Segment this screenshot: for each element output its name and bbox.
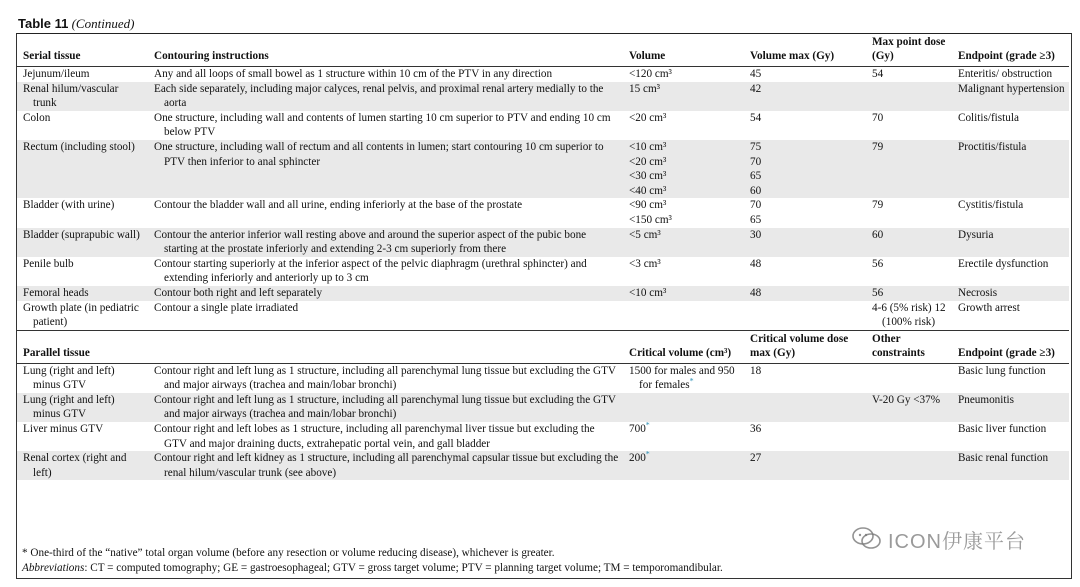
table-row bbox=[17, 67, 1069, 82]
instruction-cell bbox=[148, 140, 623, 198]
serial-header-row bbox=[17, 34, 1069, 67]
tissue-text: Bladder (suprapubic wall) bbox=[23, 228, 140, 241]
tissue-text: Rectum (including stool) bbox=[23, 140, 135, 153]
table-row bbox=[17, 286, 1069, 301]
tissue-text: Penile bulb bbox=[23, 257, 74, 270]
endpoint-cell bbox=[952, 228, 1069, 257]
max-point-dose-cell bbox=[866, 301, 952, 331]
table-row bbox=[17, 140, 1069, 198]
col-header: Max point dose (Gy) bbox=[866, 34, 952, 67]
col-header: Critical volume dose max (Gy) bbox=[744, 330, 866, 363]
critical-volume-text: 700* bbox=[629, 420, 650, 436]
critical-dose-cell bbox=[744, 363, 866, 393]
other-constraints-cell bbox=[866, 451, 952, 480]
instruction-text: One structure, including wall of rectum and all contents in lumen; start contouring 10 cm superior to PTV then inferior to anal sphincter bbox=[154, 140, 604, 168]
tissue-cell bbox=[17, 82, 148, 111]
instruction-text: Contour right and left lung as 1 structure, including all parenchymal lung tissue but excluding the GTV and major airways (trachea and main/lobar bronchi) bbox=[154, 393, 616, 421]
endpoint-cell bbox=[952, 198, 1069, 227]
volume-max-cell bbox=[744, 198, 866, 227]
other-constraints-cell bbox=[866, 363, 952, 393]
max-point-dose-cell bbox=[866, 257, 952, 286]
tissue-text: Femoral heads bbox=[23, 286, 89, 299]
endpoint-text: Colitis/fistula bbox=[958, 111, 1019, 124]
table-row bbox=[17, 198, 1069, 227]
table-row bbox=[17, 451, 1069, 480]
volume-max-value: 48 bbox=[750, 257, 762, 270]
volume-cell bbox=[623, 67, 744, 82]
instruction-text: One structure, including wall and contents of lumen starting 10 cm superior to PTV and ending 10 cm below PTV bbox=[154, 111, 611, 139]
col-header: Parallel tissue bbox=[17, 330, 148, 363]
instruction-text: Contour starting superiorly at the inferior aspect of the pelvic diaphragm (urethral sphincter) and extending inferiorly and anteriorly up to 3 cm bbox=[154, 257, 587, 285]
volume-value: <3 cm³ bbox=[629, 257, 661, 270]
table-row bbox=[17, 82, 1069, 111]
critical-dose-cell bbox=[744, 451, 866, 480]
endpoint-cell bbox=[952, 111, 1069, 140]
col-header: Other constraints bbox=[866, 330, 952, 363]
volume-value: <150 cm³ bbox=[629, 213, 672, 226]
table-number: Table 11 bbox=[18, 16, 69, 31]
tissue-cell bbox=[17, 422, 148, 451]
other-constraints-cell bbox=[866, 393, 952, 422]
other-constraints-cell bbox=[866, 422, 952, 451]
col-header: Critical volume (cm³) bbox=[623, 330, 744, 363]
table-row bbox=[17, 301, 1069, 331]
instruction-cell bbox=[148, 393, 623, 422]
table-continued: (Continued) bbox=[71, 16, 135, 31]
endpoint-text: Basic liver function bbox=[958, 423, 1047, 436]
tissue-text: Jejunum/ileum bbox=[23, 68, 90, 80]
col-header: Volume max (Gy) bbox=[744, 34, 866, 67]
volume-max-cell bbox=[744, 82, 866, 111]
volume-value: 15 cm³ bbox=[629, 82, 661, 95]
tissue-text: Renal hilum/vascular trunk bbox=[23, 82, 119, 110]
endpoint-cell bbox=[952, 301, 1069, 331]
volume-max-cell bbox=[744, 111, 866, 140]
col-header: Endpoint (grade ≥3) bbox=[952, 330, 1069, 363]
tissue-text: Lung (right and left) minus GTV bbox=[23, 393, 115, 421]
endpoint-cell bbox=[952, 393, 1069, 422]
volume-cell bbox=[623, 82, 744, 111]
volume-cell bbox=[623, 228, 744, 257]
critical-volume-cell bbox=[623, 393, 744, 422]
instruction-cell bbox=[148, 301, 623, 331]
footnote-star-text: One-third of the “native” total organ volume (before any resection or volume reducing disease), whichever is greater. bbox=[30, 547, 555, 559]
volume-value: <5 cm³ bbox=[629, 228, 661, 241]
instruction-text: Contour the bladder wall and all urine, ending inferiorly at the base of the prostate bbox=[154, 199, 523, 212]
critical-dose-cell bbox=[744, 422, 866, 451]
max-point-dose-text: 56 bbox=[872, 257, 884, 270]
tissue-cell bbox=[17, 140, 148, 198]
volume-max-value: 70 bbox=[750, 199, 762, 212]
dose-constraints-table bbox=[17, 34, 1069, 480]
volume-max-cell bbox=[744, 67, 866, 82]
endpoint-cell bbox=[952, 286, 1069, 301]
instruction-cell bbox=[148, 82, 623, 111]
volume-value: <40 cm³ bbox=[629, 184, 667, 197]
tissue-text: Colon bbox=[23, 111, 51, 124]
instruction-cell bbox=[148, 286, 623, 301]
footnote-marker: * bbox=[689, 376, 694, 386]
endpoint-cell bbox=[952, 140, 1069, 198]
endpoint-text: Basic renal function bbox=[958, 452, 1049, 465]
instruction-text: Contour right and left kidney as 1 structure, including all parenchymal capsular tissue but excluding the renal hilum/vascular trunk (see above) bbox=[154, 452, 619, 479]
endpoint-cell bbox=[952, 451, 1069, 480]
footnote-star: * One-third of the “native” total organ volume (before any resection or volume reducing disease), whichever is greater. bbox=[22, 547, 555, 559]
endpoint-cell bbox=[952, 67, 1069, 82]
max-point-dose-cell bbox=[866, 228, 952, 257]
tissue-cell bbox=[17, 228, 148, 257]
tissue-text: Growth plate (in pediatric patient) bbox=[23, 301, 139, 329]
max-point-dose-cell bbox=[866, 82, 952, 111]
endpoint-text: Growth arrest bbox=[958, 301, 1020, 314]
endpoint-text: Pneumonitis bbox=[958, 393, 1014, 406]
wechat-icon bbox=[852, 526, 882, 552]
max-point-dose-cell bbox=[866, 111, 952, 140]
volume-max-value: 70 bbox=[750, 155, 762, 168]
footnote-marker: * bbox=[645, 420, 650, 430]
volume-max-cell bbox=[744, 286, 866, 301]
volume-max-cell bbox=[744, 228, 866, 257]
volume-max-value: 65 bbox=[750, 213, 762, 226]
instruction-text: Each side separately, including major calyces, renal pelvis, and proximal renal artery medially to the aorta bbox=[154, 82, 604, 110]
endpoint-text: Enteritis/ obstruction bbox=[958, 68, 1053, 80]
volume-value: <10 cm³ bbox=[629, 140, 667, 153]
instruction-cell bbox=[148, 198, 623, 227]
tissue-cell bbox=[17, 111, 148, 140]
instruction-text: Contour both right and left separately bbox=[154, 286, 323, 299]
endpoint-text: Malignant hypertension bbox=[958, 82, 1065, 95]
table-row bbox=[17, 363, 1069, 393]
instruction-cell bbox=[148, 257, 623, 286]
tissue-cell bbox=[17, 257, 148, 286]
instruction-cell bbox=[148, 422, 623, 451]
volume-value: <20 cm³ bbox=[629, 155, 667, 168]
max-point-dose-cell bbox=[866, 67, 952, 82]
instruction-cell bbox=[148, 228, 623, 257]
parallel-header-row bbox=[17, 330, 1069, 363]
volume-value: <90 cm³ bbox=[629, 199, 667, 212]
volume-value: <30 cm³ bbox=[629, 170, 667, 183]
col-header bbox=[148, 330, 623, 363]
max-point-dose-text: 79 bbox=[872, 199, 884, 212]
watermark bbox=[852, 522, 1070, 556]
volume-cell bbox=[623, 198, 744, 227]
col-header: Contouring instructions bbox=[148, 34, 623, 67]
tissue-text: Lung (right and left) minus GTV bbox=[23, 364, 115, 392]
col-header: Endpoint (grade ≥3) bbox=[952, 34, 1069, 67]
volume-cell bbox=[623, 286, 744, 301]
critical-dose-text: 36 bbox=[750, 423, 762, 436]
endpoint-cell bbox=[952, 422, 1069, 451]
endpoint-text: Basic lung function bbox=[958, 364, 1046, 377]
volume-cell bbox=[623, 257, 744, 286]
volume-value: <20 cm³ bbox=[629, 111, 667, 124]
volume-max-value: 54 bbox=[750, 111, 762, 124]
critical-volume-text: 200* bbox=[629, 449, 650, 465]
volume-max-value: 45 bbox=[750, 68, 762, 80]
max-point-dose-text: 60 bbox=[872, 228, 884, 241]
table-row bbox=[17, 393, 1069, 422]
watermark-text: ICON伊康平台 bbox=[888, 530, 1026, 553]
tissue-text: Bladder (with urine) bbox=[23, 199, 115, 212]
volume-max-value: 30 bbox=[750, 228, 762, 241]
endpoint-cell bbox=[952, 257, 1069, 286]
tissue-text: Liver minus GTV bbox=[23, 423, 104, 436]
volume-value: <10 cm³ bbox=[629, 286, 667, 299]
footnote-abbreviations bbox=[22, 561, 1062, 576]
endpoint-cell bbox=[952, 363, 1069, 393]
max-point-dose-text: 54 bbox=[872, 68, 884, 80]
tissue-cell bbox=[17, 67, 148, 82]
max-point-dose-cell bbox=[866, 140, 952, 198]
instruction-cell bbox=[148, 67, 623, 82]
instruction-cell bbox=[148, 451, 623, 480]
tissue-cell bbox=[17, 393, 148, 422]
volume-max-cell bbox=[744, 301, 866, 331]
endpoint-text: Necrosis bbox=[958, 286, 998, 299]
critical-dose-text: 18 bbox=[750, 364, 762, 377]
instruction-text: Contour a single plate irradiated bbox=[154, 301, 299, 314]
table-row bbox=[17, 228, 1069, 257]
volume-max-value: 48 bbox=[750, 286, 762, 299]
table-row bbox=[17, 111, 1069, 140]
volume-max-value: 75 bbox=[750, 140, 762, 153]
instruction-text: Any and all loops of small bowel as 1 structure within 10 cm of the PTV in any direction bbox=[154, 68, 553, 80]
endpoint-text: Erectile dysfunction bbox=[958, 257, 1049, 270]
critical-dose-cell bbox=[744, 393, 866, 422]
other-constraints-text: V-20 Gy <37% bbox=[872, 393, 941, 406]
tissue-cell bbox=[17, 451, 148, 480]
max-point-dose-text: 70 bbox=[872, 111, 884, 124]
volume-max-value: 42 bbox=[750, 82, 762, 95]
volume-cell bbox=[623, 111, 744, 140]
volume-max-cell bbox=[744, 140, 866, 198]
tissue-cell bbox=[17, 363, 148, 393]
instruction-text: Contour right and left lung as 1 structure, including all parenchymal lung tissue but excluding the GTV and major airways (trachea and main/lobar bronchi) bbox=[154, 364, 616, 392]
critical-volume-text: 1500 for males and 950 for females* bbox=[629, 364, 735, 392]
col-header: Serial tissue bbox=[17, 34, 148, 67]
max-point-dose-cell bbox=[866, 286, 952, 301]
abbreviations-text: : CT = computed tomography; GE = gastroesophageal; GTV = gross target volume; PTV = planning target volume; TM = temporomandibular. bbox=[84, 561, 723, 574]
critical-dose-text: 27 bbox=[750, 452, 762, 465]
table-title bbox=[18, 16, 134, 32]
critical-volume-cell bbox=[623, 451, 744, 480]
endpoint-text: Cystitis/fistula bbox=[958, 199, 1024, 212]
volume-max-cell bbox=[744, 257, 866, 286]
endpoint-cell bbox=[952, 82, 1069, 111]
tissue-cell bbox=[17, 301, 148, 331]
footnote-marker: * bbox=[645, 449, 650, 459]
endpoint-text: Proctitis/fistula bbox=[958, 140, 1027, 153]
max-point-dose-text: 79 bbox=[872, 140, 884, 153]
volume-value: <120 cm³ bbox=[629, 68, 672, 80]
volume-max-value: 65 bbox=[750, 170, 762, 183]
instruction-text: Contour the anterior inferior wall resting above and around the superior aspect of the pubic bone starting at the prostate inferiorly and extending 2-3 cm superiorly from there bbox=[154, 228, 587, 256]
volume-cell bbox=[623, 301, 744, 331]
col-header: Volume bbox=[623, 34, 744, 67]
critical-volume-cell bbox=[623, 363, 744, 393]
abbreviations-label: Abbreviations bbox=[22, 561, 85, 574]
tissue-cell bbox=[17, 198, 148, 227]
tissue-cell bbox=[17, 286, 148, 301]
critical-volume-cell bbox=[623, 422, 744, 451]
instruction-cell bbox=[148, 363, 623, 393]
volume-cell bbox=[623, 140, 744, 198]
table-row bbox=[17, 257, 1069, 286]
instruction-cell bbox=[148, 111, 623, 140]
max-point-dose-text: 4-6 (5% risk) 12 (100% risk) bbox=[872, 301, 946, 329]
max-point-dose-text: 56 bbox=[872, 286, 884, 299]
volume-max-value: 60 bbox=[750, 184, 762, 197]
instruction-text: Contour right and left lobes as 1 structure, including all parenchymal liver tissue but excluding the GTV and major draining ducts, extrahepatic portal vein, and gall bladder bbox=[154, 423, 595, 450]
max-point-dose-cell bbox=[866, 198, 952, 227]
endpoint-text: Dysuria bbox=[958, 228, 994, 241]
table-row bbox=[17, 422, 1069, 451]
tissue-text: Renal cortex (right and left) bbox=[23, 452, 127, 479]
